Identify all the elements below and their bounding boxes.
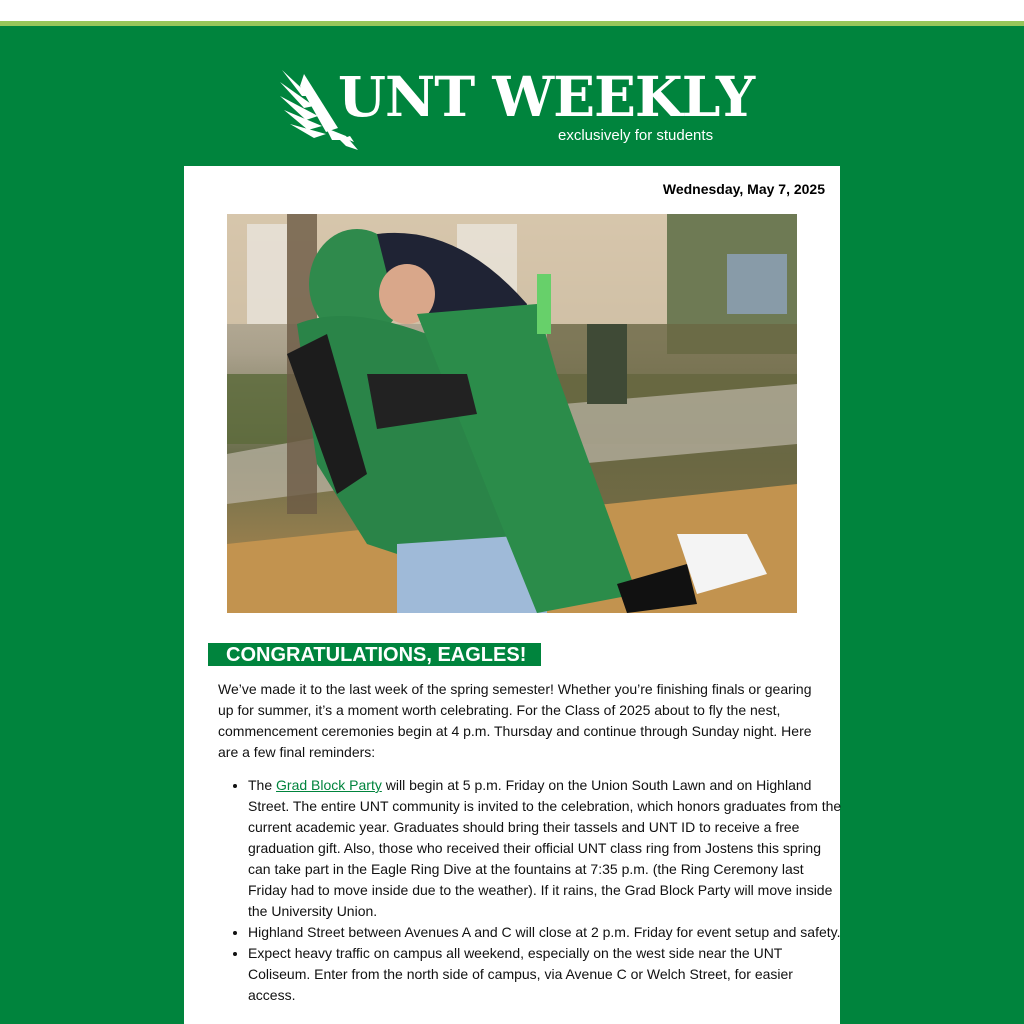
- issue-date: Wednesday, May 7, 2025: [662, 181, 825, 197]
- article-intro: We’ve made it to the last week of the spring semester! Whether you’re finishing finals or gearing up for summer, it’s a moment worth celebrating. For the Class of 2025 about to fly the nest, commencement ceremonies begin at 4 p.m. Thursday and continue through Sunday night. Here are a few final reminders:: [218, 681, 812, 760]
- logo-tagline: exclusively for students: [558, 127, 714, 144]
- hero-photo-image: [227, 214, 797, 613]
- article-headline-band: [208, 643, 541, 666]
- list-item: • Expect heavy traffic on campus all weekend, especially on the west side near the UNT Coliseum. Enter from the north side of campus, via Avenue C or Welch Street, for easier access.: [248, 943, 844, 1006]
- list-item: [248, 775, 844, 922]
- newsletter-card: [184, 166, 840, 1024]
- hero-photo[interactable]: [227, 214, 797, 613]
- unt-weekly-logo[interactable]: [280, 64, 755, 154]
- article-headline: CONGRATULATIONS, EAGLES!: [226, 644, 527, 666]
- reminder-list: [218, 775, 844, 1006]
- list-item-prefix: The: [248, 777, 277, 793]
- list-item-suffix: will begin at 5 p.m. Friday on the Union South Lawn and on Highland Street. The entire UNT community is invited to the celebration, which honors graduates from the current academic year. Graduates should bring their tassels and UNT ID to receive a free graduation gift. Also, those who received their official UNT class ring from Jostens this spring can take part in the Eagle Ring Dive at the fountains at 7:35 p.m. (the Ring Ceremony last Friday had to move inside due to the weather). If it rains, the Grad Block Party will move inside the University Union.: [248, 777, 842, 919]
- grad-block-party-link[interactable]: Grad Block Party: [276, 777, 382, 793]
- list-item: • Highland Street between Avenues A and C will close at 2 p.m. Friday for event setup and safety.: [248, 922, 844, 943]
- logo-wordmark: UNT WEEKLY: [338, 64, 755, 129]
- top-white-strip: [0, 0, 1024, 21]
